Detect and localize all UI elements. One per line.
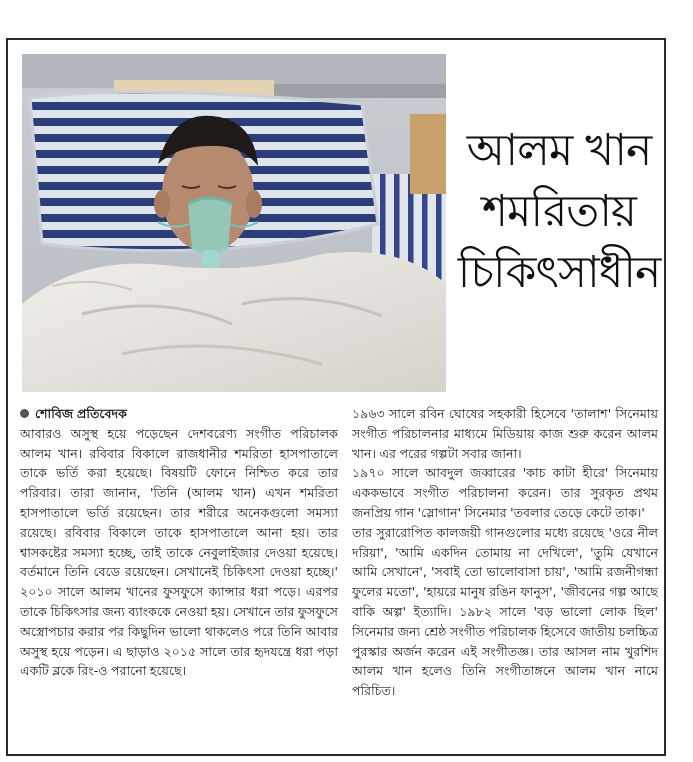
article-right-column (352, 404, 658, 701)
paragraph-famous-songs: তার সুরারোপিত কালজয়ী গানগুলোর মধ্যে রয়েছে 'ওরে নীল দরিয়া', 'আমি একদিন তোমায় না দেখিলে', 'তুমি যেখানে আমি সেখানে', 'সবাই তো ভালোবাসা চায়', 'আমি রজনীগন্ধা ফুলের মতো', 'হায়রে মানুষ রঙিন ফানুস', 'জীবনের গল্প আছে বাকি অল্প' ইত্যাদি। ১৯৮২ সালে 'বড় ভালো লোক ছিল' সিনেমার জন্য শ্রেষ্ঠ সংগীত পরিচালক হিসেবে জাতীয় চলচ্চিত্র পুরস্কার অর্জন করেন এই সংগীতজ্ঞ। তার আসল নাম খুরশিদ আলম খান হলেও তিনি সংগীতাঙ্গনে আলম খান নামে পরিচিত। (352, 524, 658, 699)
headline (454, 120, 664, 303)
paragraph-career-start: ১৯৬৩ সালে রবিন ঘোষের সহকারী হিসেবে 'তালাশ' সিনেমায় সংগীত পরিচালনার মাধ্যমে মিডিয়ায় কাজ শুরু করেন আলম খান। এর পরের গল্পটা সবার জানা। (352, 406, 658, 461)
patient-photo (22, 54, 446, 392)
headline-line-2: শমরিতায় (482, 186, 636, 237)
bullet-icon (20, 409, 29, 418)
byline (20, 404, 338, 424)
paragraph-solo-debut: ১৯৭০ সালে আবদুল জব্বারের 'কাচ কাটা হীরে' সিনেমায় এককভাবে সংগীত পরিচালনা করেন। তার সুরকৃত প্রথম জনপ্রিয় গান 'স্লোগান' সিনেমার 'তবলার তেড়ে কেটে তাক।' (352, 465, 658, 520)
left-column-text: আবারও অসুস্থ হয়ে পড়েছেন দেশবরেণ্য সংগীত পরিচালক আলম খান। রবিবার বিকালে রাজধানীর শমরিতা হাসপাতালে তাকে ভর্তি করা হয়েছে। বিষয়টি ফোনে নিশ্চিত করে তার পরিবার। তারা জানান, 'তিনি (আলম খান) এখন শমরিতা হাসপাতালে ভর্তি রয়েছেন। তার শরীরে অনেকগুলো সমস্যা রয়েছে। রবিবার বিকালে তাকে হাসপাতালে আনা হয়। তার শ্বাসকষ্টের সমস্যা হচ্ছে, তাই তাকে নেবুলাইজার দেওয়া হয়েছে। বর্তমানে তিনি বেডে রয়েছেন। সেখানেই চিকিৎসা দেওয়া হচ্ছে।' ২০১০ সালে আলম খানের ফুসফুসে ক্যান্সার ধরা পড়ে। এরপর তাকে চিকিৎসার জন্য ব্যাংককে নেওয়া হয়। সেখানে তার ফুসফুসে অস্ত্রোপচার করার পর কিছুদিন ভালো থাকলেও পরে তিনি আবার অসুস্থ হয়ে পড়েন। এ ছাড়াও ২০১৫ সালে তার হৃদযন্ত্রে ধরা পড়া একটি ব্লকে রিং-ও পরানো হয়েছে। (20, 425, 338, 679)
newspaper-clipping (6, 38, 666, 756)
headline-line-3: চিকিৎসাধীন (457, 247, 661, 298)
headline-line-1: আলম খান (466, 125, 652, 176)
byline-text: শোবিজ প্রতিবেদক (35, 406, 127, 421)
article-left-column (20, 404, 338, 681)
